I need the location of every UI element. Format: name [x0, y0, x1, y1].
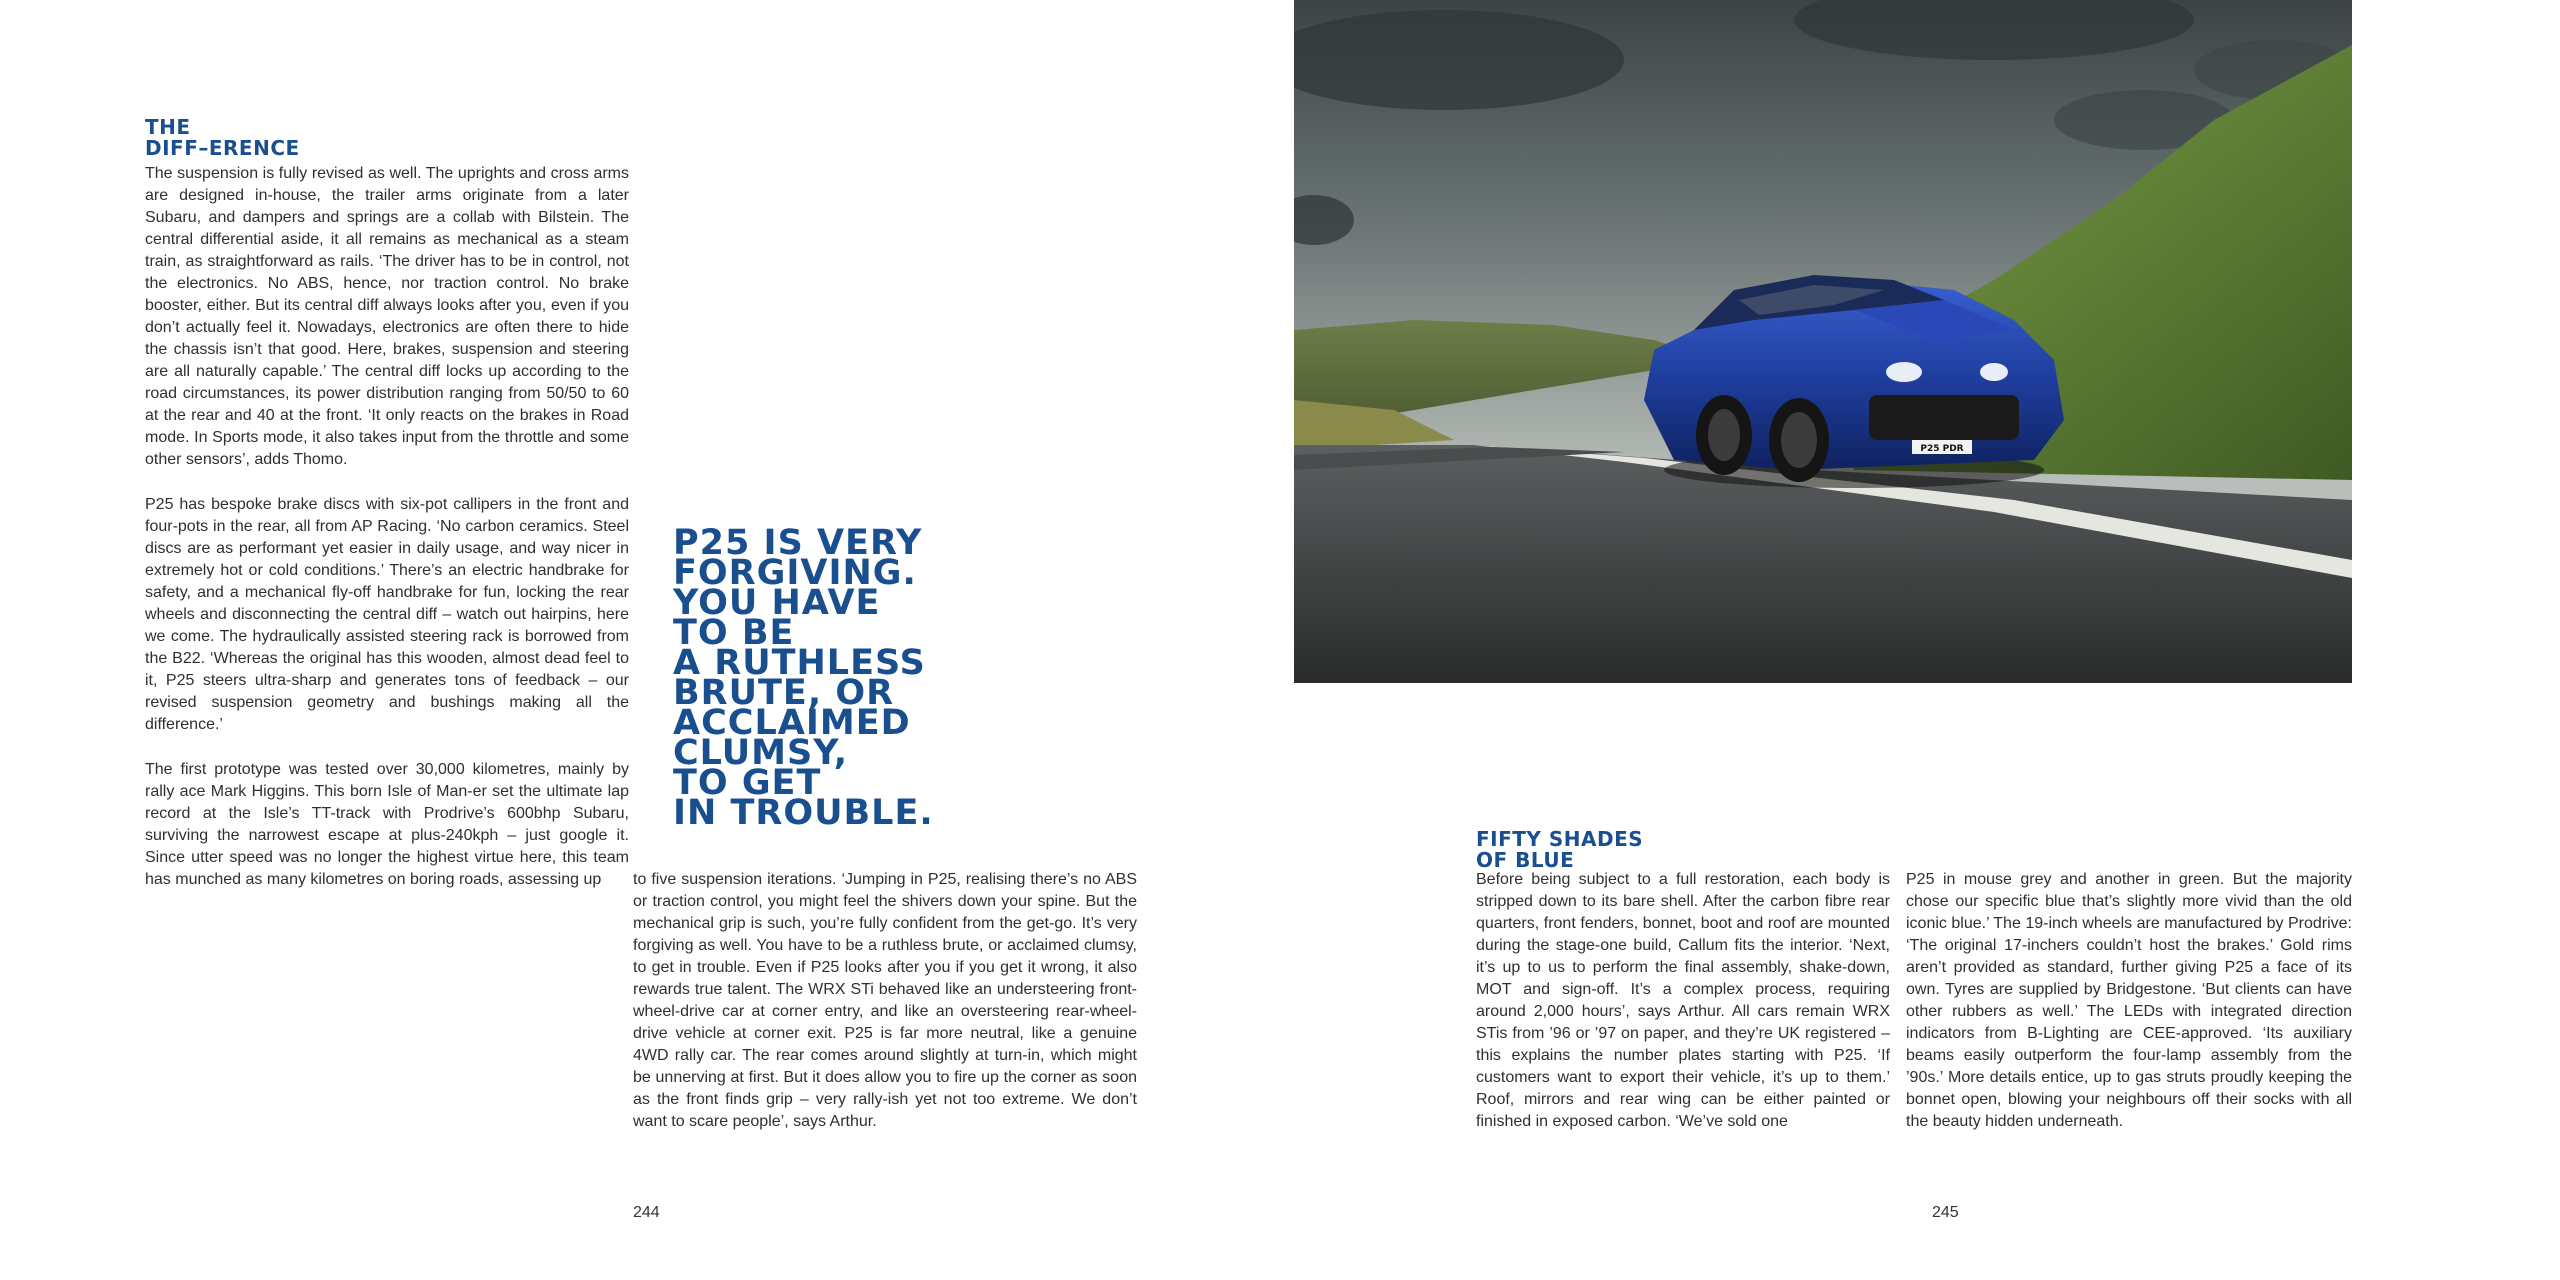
body-paragraph: The suspension is fully revised as well. The uprights and cross arms are designed in-house, the trailer arms originate from a later Subaru, and dampers and springs are a collab with Bilstein. The central differential aside, it all remains as mechanical as a steam train, as straightforward as rails. ‘The driver has to be in control, not the electronics. No ABS, hence, nor traction control. No brake booster, either. But its central diff always looks after you, even if you don’t actually feel it. Nowadays, electronics are often there to hide the chassis isn’t that good. Here, brakes, suspension and steering are all naturally capable.’ The central diff locks up according to the road circumstances, its power distribution ranging from 50/50 to 60 at the rear and 40 at the front. ‘It only reacts on the brakes in Road mode. In Sports mode, it also takes input from the throttle and some other sensors’, adds Thomo.	[145, 165, 629, 468]
body-paragraph: P25 has bespoke brake discs with six-pot callipers in the front and four-pots in the rear, all from AP Racing. ‘No carbon ceramics. Steel discs are as performant yet easier in daily usage, and way nicer in extremely hot or cold conditions.’ There’s an electric handbrake for safety, and a mechanical fly-off handbrake for fun, locking the rear wheels and disconnecting the central diff – watch out hairpins, here we come. The hydraulically assisted steering rack is borrowed from the B22. ‘Whereas the original has this wooden, almost dead feel to it, P25 steers ultra-sharp and generates tons of feedback – our revised suspension geometry and bushings making all the difference.’	[145, 496, 629, 733]
pull-quote-line: YOU HAVE	[673, 583, 881, 623]
pull-quote-line: ACCLAIMED	[673, 703, 911, 743]
section-heading-fifty-shades	[1476, 829, 1643, 871]
number-plate: P25 PDR	[1920, 444, 1964, 454]
pull-quote-line: A RUTHLESS	[673, 643, 926, 683]
heading-line: THE	[145, 115, 191, 139]
body-paragraph: P25 in mouse grey and another in green. But the majority chose our specific blue that’s slightly more vivid than the old iconic blue.’ The 19-inch wheels are manufactured by Prodrive: ‘The original 17-inchers couldn’t host the brakes.’ Gold rims aren’t provided as standard, further giving P25 a face of its own. Tyres are supplied by Bridgestone. ‘But clients can have other rubbers as well.’ The LEDs with integrated direction indicators from B-Lighting are CEE-approved. ‘Its auxiliary beams easily outperform the four-lamp assembly from the ’90s.’ More details entice, up to gas struts proudly keeping the bonnet open, blowing your neighbours off their socks with all the beauty hidden underneath.	[1906, 871, 2352, 1130]
heading-line: DIFF–ERENCE	[145, 136, 300, 160]
section-heading-diff-erence	[145, 117, 300, 159]
body-paragraph: Before being subject to a full restoration, each body is stripped down to its bare shell. After the carbon fibre rear quarters, front fenders, bonnet, boot and roof are mounted during the stage-one build, Callum fits the interior. ‘Next, it’s up to us to perform the final assembly, shake-down, MOT and sign-off. It’s a complex process, requiring around 2,000 hours’, says Arthur. All cars remain WRX STis from ’96 or ’97 on paper, and they’re UK registered – this explains the number plates starting with P25. ‘If customers want to export their vehicle, it’s up to them.’ Roof, mirrors and rear wing can be either painted or finished in exposed carbon. ‘We’ve sold one	[1476, 871, 1890, 1130]
pull-quote-line: TO GET	[673, 763, 822, 803]
pull-quote-line: FORGIVING.	[673, 553, 917, 593]
pull-quote-line: CLUMSY,	[673, 733, 849, 773]
body-paragraph: to five suspension iterations. ‘Jumping in P25, realising there’s no ABS or traction control, you might feel the shivers down your spine. But the mechanical grip is such, you’re fully confident from the get-go. It’s very forgiving as well. You have to be a ruthless brute, or acclaimed clumsy, to get in trouble. Even if P25 looks after you if you get it wrong, it also rewards true talent. The WRX STi behaved like an understeering front-wheel-drive car at corner entry, and like an oversteering rear-wheel-drive vehicle at corner exit. P25 is far more neutral, like a genuine 4WD rally car. The rear comes around slightly at turn-in, which might be unnerving at first. But it does allow you to fire up the corner as soon as the front finds grip – very rally-ish yet not too extreme. We don’t want to scare people’, says Arthur.	[633, 871, 1137, 1130]
pull-quote-line: BRUTE, OR	[673, 673, 895, 713]
page-number-right: 245	[1932, 1204, 1959, 1221]
heading-line: OF BLUE	[1476, 848, 1575, 872]
heading-line: FIFTY SHADES	[1476, 827, 1644, 851]
body-paragraph: The first prototype was tested over 30,000 kilometres, mainly by rally ace Mark Higgins. This born Isle of Man-er set the ultimate lap record at the Isle’s TT-track with Prodrive’s 600bhp Subaru, surviving the narrowest escape at plus-240kph – just google it. Since utter speed was no longer the highest virtue here, this team has munched as many kilometres on boring roads, assessing up	[145, 761, 629, 888]
pull-quote-line: IN TROUBLE.	[673, 793, 934, 833]
pull-quote	[673, 523, 1053, 833]
page-number-left: 244	[633, 1204, 660, 1221]
pull-quote-line: TO BE	[673, 613, 795, 653]
car-photo	[1294, 0, 2352, 683]
pull-quote-line: P25 IS VERY	[673, 523, 923, 563]
